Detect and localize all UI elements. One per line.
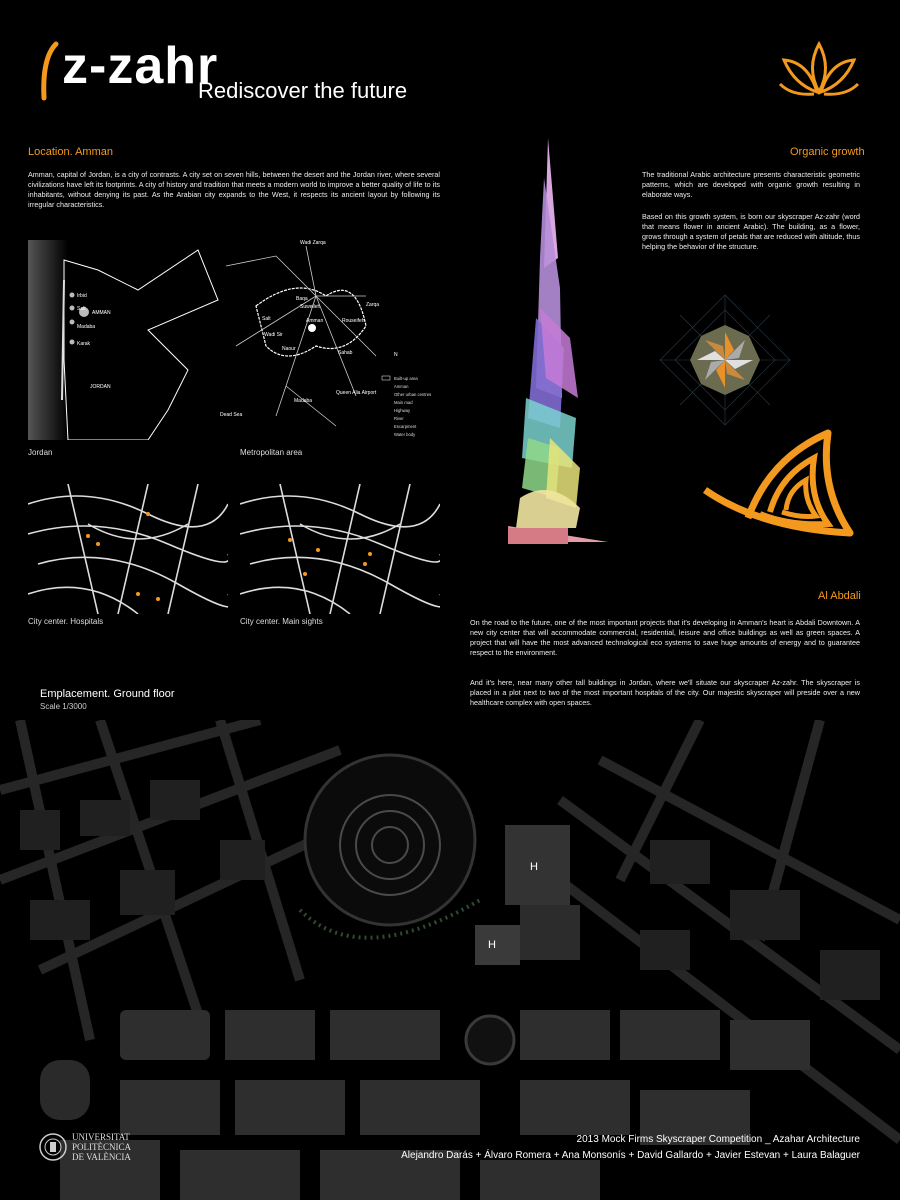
emplacement-title: Emplacement. Ground floor bbox=[40, 688, 175, 700]
hospitals-map bbox=[28, 484, 228, 614]
legend-item: Amman bbox=[394, 384, 409, 389]
legend-item: Escarpment bbox=[394, 424, 417, 429]
city-label: Salt bbox=[77, 306, 86, 312]
organic-title: Organic growth bbox=[790, 146, 865, 158]
abdali-title: Al Abdali bbox=[818, 590, 861, 602]
abdali-text-2: And it's here, near many other tall buildings in Jordan, where we'll situate our skyscraper Az-zahr. The skyscraper is placed in a plot next to two of the most important hospitals of the city. Our majestic skyscraper will preside over a new healthcare complex with open spaces. bbox=[470, 678, 860, 707]
site-plan bbox=[0, 720, 900, 1200]
jordan-caption: Jordan bbox=[28, 448, 53, 457]
university-seal-icon bbox=[38, 1132, 68, 1162]
map-label: Baqa bbox=[296, 296, 308, 302]
spiral-petal-icon bbox=[700, 428, 870, 548]
tower-render bbox=[500, 138, 610, 548]
map-label: Madaba bbox=[294, 398, 313, 404]
team-credit: Alejandro Darás + Álvaro Romera + Ana Monsonís + David Gallardo + Javier Estevan + Laura Balaguer bbox=[401, 1150, 860, 1161]
legend-item: Main road bbox=[394, 400, 413, 405]
country-label: JORDAN bbox=[90, 384, 111, 390]
competition-credit: 2013 Mock Firms Skyscraper Competition _ Azahar Architecture bbox=[576, 1134, 860, 1145]
map-label: Queen Alia Airport bbox=[336, 390, 377, 396]
brand-petal-icon bbox=[38, 40, 60, 104]
university-name bbox=[72, 1132, 131, 1162]
abdali-text-1: On the road to the future, one of the most important projects that it's developing in Amman's heart is Abdali Downtown. A new city center that will accommodate commercial, residential, leisure and office buildings as well as green spaces. A project that will have the most advanced technological eco systems to save huge amounts of energy and to guarantee respect to the environment. bbox=[470, 618, 860, 657]
map-label: Sahab bbox=[338, 350, 353, 356]
location-text: Amman, capital of Jordan, is a city of contrasts. A city set on seven hills, between the desert and the Jordan river, where several civilizations have left its footprints. A city of history and tradition that meets a modern world to improve a better quality of life to its inhabitants, without denying its past. As the Arabian city expands to the West, it respects its ancient layout by following its irregular characteristics. bbox=[28, 170, 440, 209]
city-label: AMMAN bbox=[92, 310, 111, 316]
lotus-logo-icon bbox=[778, 40, 860, 96]
jordan-map bbox=[28, 240, 228, 440]
location-title: Location. Amman bbox=[28, 146, 113, 158]
map-label: Wadi Sir bbox=[264, 332, 283, 338]
legend-item: Highway bbox=[394, 408, 411, 413]
city-label: Irbid bbox=[77, 293, 87, 299]
map-label: Dead Sea bbox=[220, 412, 243, 418]
university-line: POLITÈCNICA bbox=[72, 1142, 131, 1152]
sights-caption: City center. Main sights bbox=[240, 617, 323, 626]
geometric-pattern bbox=[650, 290, 800, 430]
tagline: Rediscover the future bbox=[198, 78, 408, 103]
north-label: N bbox=[394, 352, 398, 358]
university-line: UNIVERSITAT bbox=[72, 1132, 130, 1142]
map-label: Rouseifeh bbox=[342, 318, 365, 324]
hospitals-caption: City center. Hospitals bbox=[28, 617, 104, 626]
metro-caption: Metropolitan area bbox=[240, 448, 303, 457]
city-label: Karak bbox=[77, 341, 91, 347]
map-label: Suweileh bbox=[300, 304, 321, 310]
legend-item: Water body bbox=[394, 432, 416, 437]
map-label: Salt bbox=[262, 316, 271, 322]
map-label: Wadi Zarqa bbox=[300, 240, 326, 246]
university-line: DE VALÈNCIA bbox=[72, 1152, 131, 1162]
organic-text-2: Based on this growth system, is born our skyscraper Az-zahr (word that means flower in ancient Arabic). The building, as a flower, grows through a system of petals that are reduced with altitude, thus helping the behavior of the structure. bbox=[642, 212, 860, 251]
map-label: Naour bbox=[282, 346, 296, 352]
hospital-mark-2: H bbox=[488, 939, 496, 951]
legend-item: Other urban centres bbox=[394, 392, 432, 397]
city-label: Madaba bbox=[77, 324, 96, 330]
legend-item: Built-up area bbox=[394, 376, 418, 381]
organic-text-1: The traditional Arabic architecture presents characteristic geometric patterns, which are developed with organic growth resulting in elaborate ways. bbox=[642, 170, 860, 199]
metropolitan-map bbox=[216, 236, 442, 446]
map-label: Zarqa bbox=[366, 302, 380, 308]
legend-item: River bbox=[394, 416, 404, 421]
emplacement-scale: Scale 1/3000 bbox=[40, 702, 87, 711]
sights-map bbox=[240, 484, 440, 614]
hospital-mark-1: H bbox=[530, 861, 538, 873]
brand-name: z-zahr bbox=[62, 37, 219, 95]
map-label: Amman bbox=[306, 318, 324, 324]
